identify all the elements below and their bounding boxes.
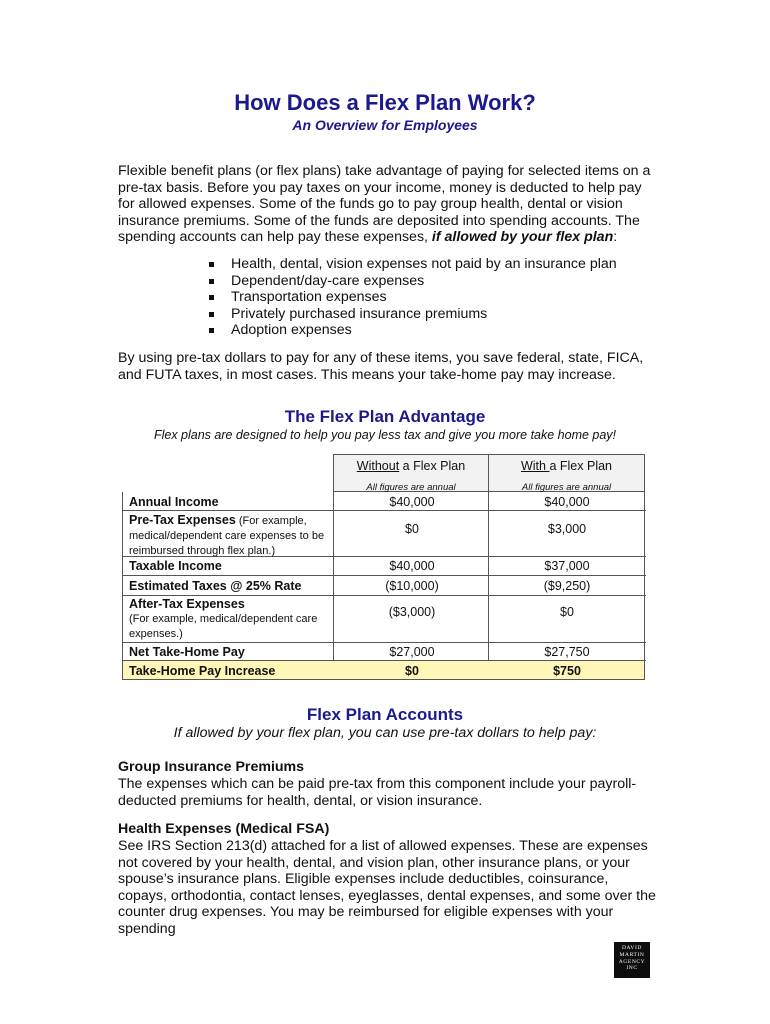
intro-text: Flexible benefit plans (or flex plans) take advantage of paying for selected items on a pre-tax basis. Before you pay taxes on your income, money is deducted to help pay for allowed expenses. Some of the funds go to pay group health, dental or vision insurance premiums. Some of the funds are deposited into spending accounts. The spending accounts can help pay these expenses,: [118, 163, 651, 245]
intro-emphasis: if allowed by your flex plan: [431, 229, 614, 245]
row-label: Taxable Income: [129, 559, 222, 573]
group-premiums-body: The expenses which can be paid pre-tax from this component include your payroll-deducted premiums for health, dental, or vision insurance.: [118, 776, 637, 809]
column-header-without: [333, 454, 489, 492]
accounts-tagline: If allowed by your flex plan, you can use pre-tax dollars to help pay:: [173, 725, 597, 741]
cell-without: $0: [405, 522, 419, 536]
intro-colon: :: [613, 229, 618, 245]
group-premiums-title: Group Insurance Premiums: [118, 759, 305, 775]
column-header-without-lead: Without: [356, 459, 400, 473]
list-item: [205, 273, 617, 290]
row-label: Annual Income: [129, 495, 219, 509]
list-item-text: Privately purchased insurance premiums: [231, 305, 488, 322]
column-header-with-lead: With: [520, 459, 550, 473]
agency-logo: DAVID MARTIN AGENCY INC: [614, 942, 650, 978]
advantage-tagline: Flex plans are designed to help you pay less tax and give you more take home pay!: [153, 428, 617, 442]
list-item: [205, 289, 617, 306]
cell-with: $37,000: [544, 559, 590, 573]
row-label: Pre-Tax Expenses (For example, medical/dependent care expenses to be reimbursed through flex plan.): [129, 513, 325, 557]
list-item-text: Transportation expenses: [231, 289, 387, 305]
outro-paragraph: By using pre-tax dollars to pay for any of these items, you save federal, state, FICA, and FUTA taxes, in most cases. This means your take-home pay may increase.: [118, 350, 644, 383]
row-label: Take-Home Pay Increase: [129, 664, 276, 678]
intro-paragraph: [118, 163, 658, 246]
row-label: Estimated Taxes @ 25% Rate: [129, 579, 302, 593]
list-item: [205, 256, 617, 273]
cell-without: ($3,000): [388, 605, 436, 619]
column-header-with: [488, 454, 645, 492]
cell-with: $40,000: [544, 495, 590, 509]
bullet-icon: [209, 295, 214, 300]
bullet-icon: [209, 328, 214, 333]
cell-with: $27,750: [544, 645, 590, 659]
column-note-with: All figures are annual: [521, 482, 612, 493]
bullet-icon: [209, 262, 214, 267]
page-title: How Does a Flex Plan Work?: [234, 90, 536, 115]
bullet-icon: [209, 279, 214, 284]
cell-with: $0: [560, 605, 574, 619]
comparison-table: [122, 454, 645, 680]
advantage-heading: The Flex Plan Advantage: [284, 407, 486, 426]
health-expenses-body: See IRS Section 213(d) attached for a list of allowed expenses. These are expenses not covered by your health, dental, and vision plan, other insurance plans, or your spouse’s insurance plans. Eligible expenses include deductibles, coinsurance, copays, orthodontia, contact lenses, eyeglasses, dental expenses, and some over the counter drug expenses. You may be reimbursed for eligible expenses with your spending: [118, 838, 656, 937]
column-header-with-rest: a Flex Plan: [549, 459, 612, 473]
cell-without: $40,000: [389, 495, 435, 509]
cell-with: ($9,250): [543, 579, 591, 593]
table-body: [122, 492, 645, 680]
cell-with: $3,000: [547, 522, 587, 536]
bullet-icon: [209, 312, 214, 317]
cell-without: $0: [405, 664, 419, 678]
row-label: Net Take-Home Pay: [129, 645, 245, 659]
column-note-without: All figures are annual: [366, 482, 456, 493]
list-item-text: Adoption expenses: [231, 322, 352, 338]
list-item: [205, 306, 617, 323]
column-header-without-rest: a Flex Plan: [399, 459, 466, 473]
accounts-heading: Flex Plan Accounts: [306, 705, 464, 724]
row-label: After-Tax Expenses (For example, medical/dependent care expenses.): [129, 597, 318, 640]
expense-bullet-list: [205, 256, 617, 339]
list-item-text: Dependent/day-care expenses: [231, 272, 425, 289]
health-expenses-title: Health Expenses (Medical FSA): [118, 821, 330, 837]
list-item-text: Health, dental, vision expenses not paid by an insurance plan: [231, 256, 617, 272]
list-item: [205, 322, 617, 339]
cell-without: ($10,000): [385, 579, 439, 593]
cell-without: $27,000: [389, 645, 435, 659]
cell-with: $750: [553, 664, 581, 678]
cell-without: $40,000: [389, 559, 435, 573]
page-subtitle: An Overview for Employees: [292, 117, 478, 133]
